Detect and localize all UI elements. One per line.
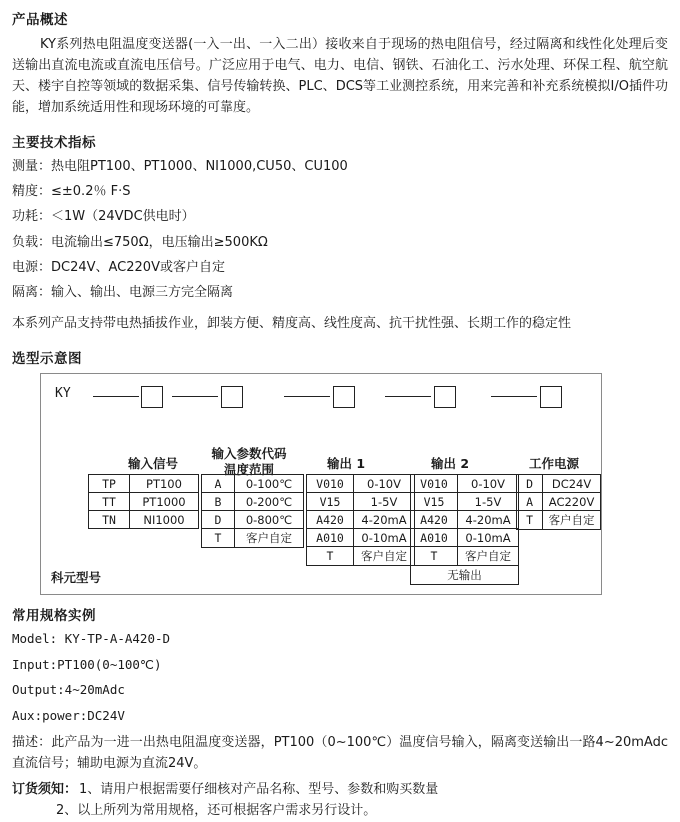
cell-code: T [517,511,543,530]
cell-code: D [517,475,543,493]
table-row [411,566,519,585]
diagram-table-input-signal [88,474,199,529]
table-row [202,493,304,511]
diagram-model-label: 科元型号 [51,570,102,586]
cell-code: V010 [411,475,458,493]
section-title-overview: 产品概述 [12,12,68,28]
diagram-connector [491,396,537,397]
diagram-code-box-param-code [221,386,243,408]
cell-value: 无输出 [411,566,519,585]
cell-code: D [202,511,235,529]
table-row [411,529,519,547]
spec-line: 测量：热电阻PT100、PT1000、NI1000,CU50、CU100 [12,159,348,175]
cell-value: 客户自定 [235,529,304,548]
spec-line: 电源：DC24V、AC220V或客户自定 [12,259,225,275]
diagram-column-title-param-code [194,446,304,477]
param-code-title-line1: 输入参数代码 [211,446,287,462]
cell-value: 1-5V [458,493,519,511]
section-title-example: 常用规格实例 [12,608,96,625]
diagram-code-box-output2 [434,386,456,408]
spec-note: 本系列产品支持带电热插拔作业，卸装方便、精度高、线性度高、抗干扰性强、长期工作的稳定性 [12,316,572,332]
cell-value: 客户自定 [543,511,601,530]
cell-code: V010 [307,475,354,493]
cell-code: A010 [307,529,354,547]
cell-code: A420 [307,511,354,529]
diagram-connector [385,396,431,397]
cell-code: V15 [411,493,458,511]
table-row [89,475,199,493]
table-row [202,529,304,548]
table-row [307,475,415,493]
cell-value: 4-20mA [458,511,519,529]
cell-value: PT1000 [130,493,199,511]
cell-value: DC24V [543,475,601,493]
diagram-connector [93,396,139,397]
cell-value: 客户自定 [458,547,519,566]
table-row [411,547,519,566]
cell-code: A420 [411,511,458,529]
table-row [517,493,601,511]
cell-value: 1-5V [354,493,415,511]
diagram-code-box-power [540,386,562,408]
diagram-code-box-output1 [333,386,355,408]
diagram-connector [172,396,218,397]
cell-value: 0-10V [458,475,519,493]
section-title-selection-diagram: 选型示意图 [12,351,82,368]
order-item-2-text: 以上所列为常用规格，还可根据客户需求另行设计。 [77,802,377,818]
table-row [517,511,601,530]
example-aux-power: Aux:power:DC24V [12,707,125,723]
diagram-table-output1 [306,474,415,566]
cell-code: TP [89,475,130,493]
cell-code: A [517,493,543,511]
cell-code: TN [89,511,130,529]
cell-code: TT [89,493,130,511]
table-row [307,547,415,566]
table-row [202,475,304,493]
diagram-connector [284,396,330,397]
diagram-table-power [516,474,601,530]
table-row [89,493,199,511]
order-item-1-number: 1、 [79,782,101,798]
spec-line: 精度：≤±0.2％ F·S [12,184,131,200]
example-input: Input:PT100(0~100℃) [12,656,162,672]
cell-value: 客户自定 [354,547,415,566]
table-row [202,511,304,529]
table-row [307,493,415,511]
order-item-1-text: 请用户根据需要仔细核对产品名称、型号、参数和购买数量 [100,782,439,798]
cell-value: 0-100℃ [235,475,304,493]
spec-line: 功耗：＜1W（24VDC供电时） [12,209,195,225]
table-row [307,529,415,547]
cell-value: NI1000 [130,511,199,529]
table-row [89,511,199,529]
section-title-specs: 主要技术指标 [12,135,96,152]
cell-value: AC220V [543,493,601,511]
cell-code: T [202,529,235,548]
diagram-prefix-label: KY [55,386,71,402]
cell-value: PT100 [130,475,199,493]
cell-code: A010 [411,529,458,547]
example-description: 描述：此产品为一进一出热电阻温度变送器，PT100（0~100℃）温度信号输入，隔离变送输出一路4~20mAdc直流信号；辅助电源为直流24V。 [12,735,668,772]
cell-value: 0-10V [354,475,415,493]
table-row [411,475,519,493]
cell-value: 0-10mA [458,529,519,547]
table-row [411,493,519,511]
order-notice [12,780,668,822]
diagram-table-output2 [410,474,519,585]
diagram-table-param-code [201,474,304,548]
cell-code: T [411,547,458,566]
cell-value: 4-20mA [354,511,415,529]
cell-value: 0-200℃ [235,493,304,511]
spec-list [12,157,668,303]
diagram-column-title-power: 工作电源 [528,456,579,472]
cell-value: 0-800℃ [235,511,304,529]
diagram-code-box-input-signal [141,386,163,408]
param-code-title-line2: 温度范围 [223,461,274,477]
example-model: Model: KY-TP-A-A420-D [12,631,171,647]
diagram-column-title-output1: 输出 1 [326,456,366,472]
diagram-column-title-input-signal: 输入信号 [127,456,178,472]
table-row [307,511,415,529]
order-item-2-number: 2、 [56,802,78,818]
order-title: 订货须知： [12,782,78,798]
cell-code: T [307,547,354,566]
table-row [517,475,601,493]
spec-line: 隔离：输入、输出、电源三方完全隔离 [12,284,234,300]
diagram-column-title-output2: 输出 2 [430,456,470,472]
cell-value: 0-10mA [354,529,415,547]
selection-diagram [40,373,602,595]
example-output: Output:4~20mAdc [12,682,125,698]
spec-line: 负载：电流输出≤750Ω，电压输出≥500KΩ [12,234,268,250]
overview-paragraph: KY系列热电阻温度变送器(一入一出、一入二出）接收来自于现场的热电阻信号，经过隔离和线性化处理后变送输出直流电流或直流电压信号。广泛应用于电气、电力、电信、钢铁、石油化工、污水处理、环保工程、航空航天、楼宇自控等领域的数据采集、信号传输转换、PLC、DCS等工业测控系统，用来完善和补充系统模拟I/O插件功能，增加系统适用性和现场环境的可靠度。 [12,37,668,116]
cell-code: A [202,475,235,493]
table-row [411,511,519,529]
cell-code: V15 [307,493,354,511]
cell-code: B [202,493,235,511]
